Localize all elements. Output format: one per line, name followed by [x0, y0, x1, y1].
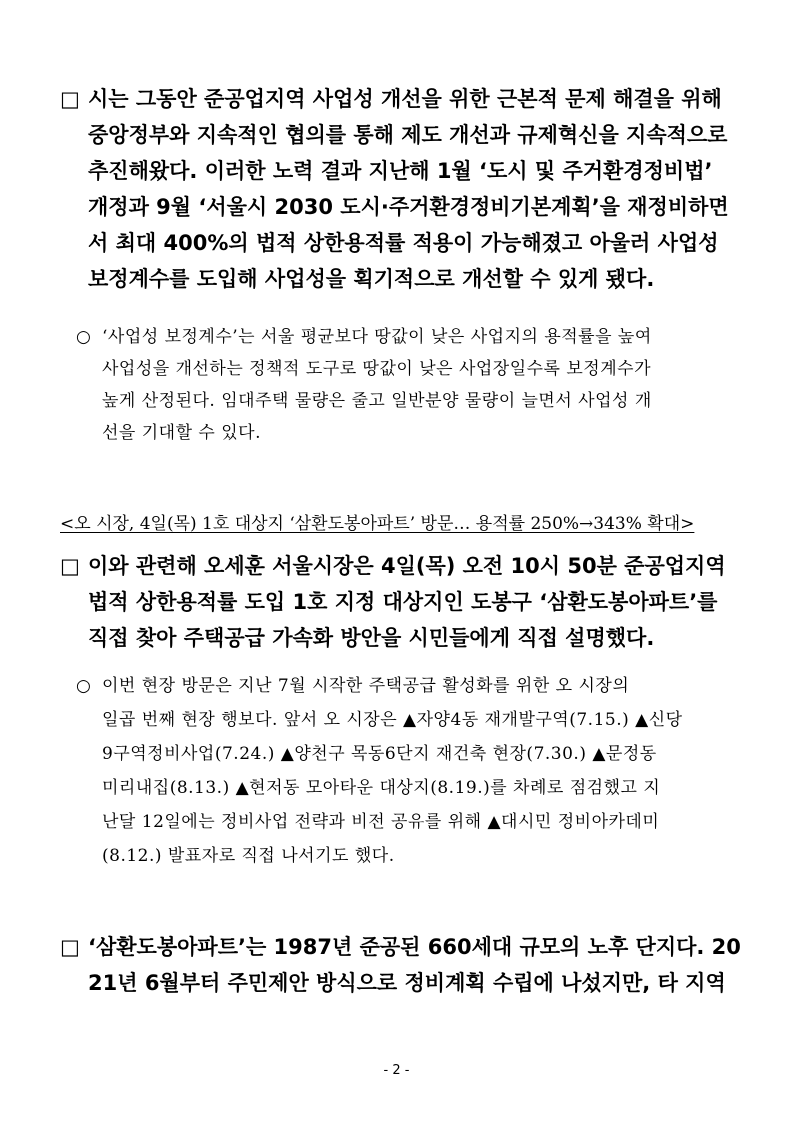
square-bullet-icon: □ [60, 554, 80, 578]
paragraph-1-line-5: 서 최대 400%의 법적 상한용적률 적용이 가능해졌고 아울러 사업성 [88, 231, 719, 255]
square-bullet-icon: □ [60, 87, 80, 111]
sub-paragraph-2-line-4: 미리내집(8.13.) ▲현저동 모아타운 대상지(8.19.)를 차례로 점검했고 지 [102, 778, 661, 798]
paragraph-1-line-6: 보정계수를 도입해 사업성을 획기적으로 개선할 수 있게 됐다. [88, 267, 655, 291]
paragraph-2-line-3: 직접 찾아 주택공급 가속화 방안을 시민들에게 직접 설명했다. [88, 626, 655, 650]
sub-paragraph-1-line-3: 높게 산정된다. 임대주택 물량은 줄고 일반분양 물량이 늘면서 사업성 개 [102, 391, 652, 411]
page-number: - 2 - [383, 1063, 410, 1078]
sub-paragraph-2-line-5: 난달 12일에는 정비사업 전략과 비전 공유를 위해 ▲대시민 정비아카데미 [102, 812, 660, 832]
circle-bullet-icon: ○ [76, 676, 92, 696]
paragraph-2-line-1: 이와 관련해 오세훈 서울시장은 4일(목) 오전 10시 50분 준공업지역 [88, 554, 726, 578]
square-bullet-icon: □ [60, 935, 80, 959]
paragraph-1-line-3: 추진해왔다. 이러한 노력 결과 지난해 1월 ‘도시 및 주거환경정비법’ [88, 159, 713, 183]
circle-bullet-icon: ○ [76, 327, 92, 347]
sub-paragraph-2-line-2: 일곱 번째 현장 행보다. 앞서 오 시장은 ▲자양4동 재개발구역(7.15.) ▲신당 [102, 710, 683, 730]
paragraph-2-line-2: 법적 상한용적률 도입 1호 지정 대상지인 도봉구 ‘삼환도봉아파트’를 [88, 590, 718, 614]
paragraph-3-line-2: 21년 6월부터 주민제안 방식으로 정비계획 수립에 나섰지만, 타 지역 [88, 971, 726, 995]
sub-paragraph-2-line-3: 9구역정비사업(7.24.) ▲양천구 목동6단지 재건축 현장(7.30.) ▲문정동 [102, 744, 657, 764]
sub-paragraph-1-line-4: 선을 기대할 수 있다. [102, 423, 261, 443]
section-heading: <오 시장, 4일(목) 1호 대상지 ‘삼환도봉아파트’ 방문… 용적률 250%→343% 확대> [60, 514, 695, 534]
sub-paragraph-2-line-1: 이번 현장 방문은 지난 7월 시작한 주택공급 활성화를 위한 오 시장의 [102, 676, 630, 696]
paragraph-3-line-1: ‘삼환도봉아파트’는 1987년 준공된 660세대 규모의 노후 단지다. 20 [88, 935, 741, 959]
paragraph-1-line-1: 시는 그동안 준공업지역 사업성 개선을 위한 근본적 문제 해결을 위해 [88, 87, 722, 111]
paragraph-1-line-4: 개정과 9월 ‘서울시 2030 도시·주거환경정비기본계획’을 재정비하면 [88, 195, 729, 219]
sub-paragraph-2-line-6: (8.12.) 발표자로 직접 나서기도 했다. [102, 846, 395, 866]
sub-paragraph-1-line-2: 사업성을 개선하는 정책적 도구로 땅값이 낮은 사업장일수록 보정계수가 [102, 359, 651, 379]
paragraph-1-line-2: 중앙정부와 지속적인 협의를 통해 제도 개선과 규제혁신을 지속적으로 [88, 123, 728, 147]
sub-paragraph-1-line-1: ‘사업성 보정계수’는 서울 평균보다 땅값이 낮은 사업지의 용적률을 높여 [102, 327, 652, 347]
